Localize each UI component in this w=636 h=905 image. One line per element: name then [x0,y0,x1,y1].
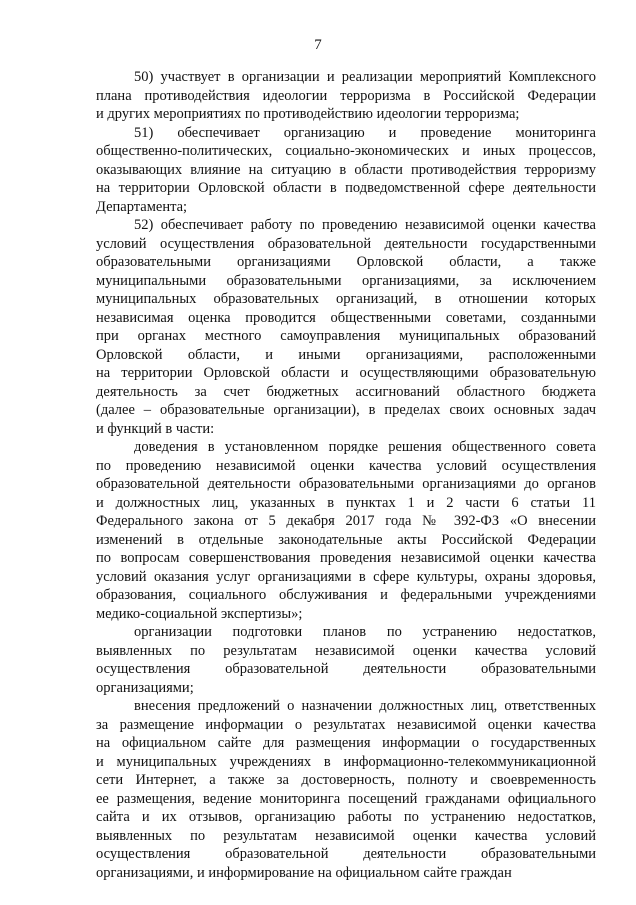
paragraph-item-50 [96,68,596,124]
paragraph-item-52 [96,216,596,438]
page-number: 7 [314,37,322,53]
text-line: (далее – образовательные организации), в пределах своих основных задач [96,402,596,418]
text-line: и других мероприятиях по противодействию идеологии терроризма; [96,106,520,122]
text-line: сайта и их отзывов, организацию работы по устранению недостатков, [96,809,596,825]
text-line: изменений в отдельные законодательные акты Российской Федерации [96,531,596,548]
text-line: доведения в установленном порядке решения общественного совета [134,439,596,455]
text-line: осуществления образовательной деятельности образовательными [96,661,596,677]
text-line: образовательной деятельности образовательными организациями до органов [96,476,596,492]
text-line: выявленных по результатам независимой оценки качества условий [96,642,596,659]
text-line: и должностных лиц, указанных в пунктах 1 и 2 части 6 статьи 11 [96,494,596,511]
text-line: Орловской области, и иными организациями, расположенными [96,346,596,363]
text-line: осуществления образовательной деятельности образовательными [96,846,596,862]
text-line: независимая оценка проводится общественными советами, созданными [96,309,596,326]
text-line: и функций в части: [96,420,215,437]
text-line: организации подготовки планов по устранению недостатков, [134,624,596,640]
text-line: на официальном сайте для размещения информации о государственных [96,735,596,751]
paragraph-doveden [96,438,596,623]
text-line: сети Интернет, а также за достоверность, полноту и своевременность [96,772,596,788]
text-line: муниципальными образовательными организациями, за исключением [96,272,596,289]
paragraph-item-51 [96,124,596,217]
text-line: Департамента; [96,198,188,215]
text-line: условий оказания услуг организациями в сфере культуры, охраны здоровья, [96,568,596,585]
text-line: образовательными организациями Орловской области, а также [96,254,596,270]
text-line: медико-социальной экспертизы»; [96,605,303,622]
text-line: муниципальных образовательных организаций, в отношении которых [96,291,596,307]
document-body [96,68,596,882]
text-line: при органах местного самоуправления муниципальных образований [96,328,596,344]
text-line: ее размещения, ведение мониторинга посещений гражданами официального [96,790,596,807]
text-line: по вопросам совершенствования проведения независимой оценки качества [96,550,596,566]
text-line: на территории Орловской области в подведомственной сфере деятельности [96,180,596,196]
paragraph-vneseniya [96,697,596,882]
text-line: за размещение информации о результатах независимой оценки качества [96,716,596,733]
text-line: плана противодействия идеологии терроризма в Российской Федерации [96,87,596,104]
text-line: на территории Орловской области и осуществляющими образовательную [96,365,596,381]
text-line: внесения предложений о назначении должностных лиц, ответственных [134,698,596,714]
text-line: образования, социального обслуживания и федеральными учреждениями [96,587,596,603]
text-line: Федерального закона от 5 декабря 2017 года № 392-ФЗ «О внесении [96,513,596,529]
text-line: оказывающих влияние на ситуацию в области противодействия терроризму [96,161,596,178]
text-line: условий осуществления образовательной деятельности государственными [96,235,596,252]
text-line: 50) участвует в организации и реализации мероприятий Комплексного [134,69,596,85]
text-line: по проведению независимой оценки качества условий осуществления [96,457,596,474]
text-line: выявленных по результатам независимой оценки качества условий [96,827,596,844]
text-line: организациями, и информирование на официальном сайте граждан [96,864,512,881]
text-line: и муниципальных учреждениях в информационно-телекоммуникационной [96,753,596,770]
text-line: организациями; [96,679,194,696]
text-line: 51) обеспечивает организацию и проведение мониторинга [134,124,596,141]
paragraph-organizacii [96,623,596,697]
text-line: общественно-политических, социально-экономических и иных процессов, [96,143,596,159]
text-line: 52) обеспечивает работу по проведению независимой оценки качества [134,217,596,233]
text-line: деятельность за счет бюджетных ассигнований областного бюджета [96,383,596,400]
